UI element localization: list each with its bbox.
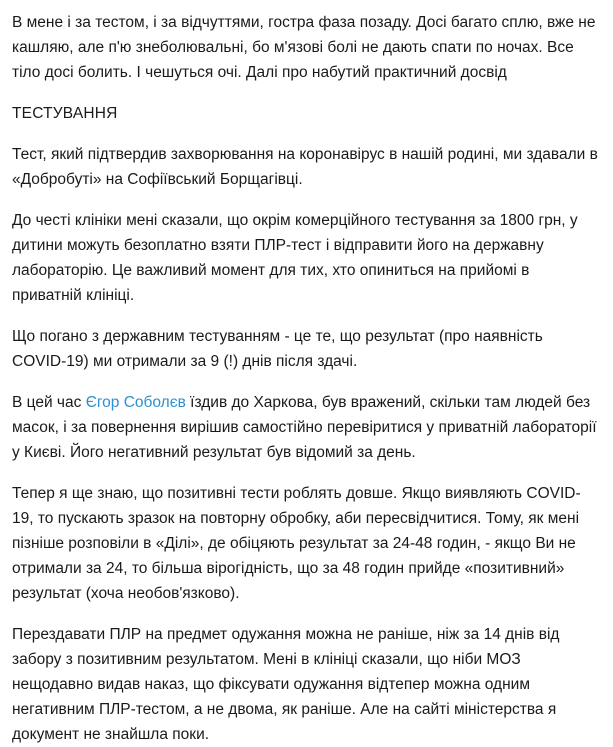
paragraph-state-testing: Що погано з державним тестуванням - це те, що результат (про наявність COVID-19) ми отримали за 9 (!) днів після здачі. [12, 328, 543, 370]
paragraph-retest: Перездавати ПЛР на предмет одужання можна не раніше, ніж за 14 днів від забору з позитивним результатом. Мені в клініці сказали, що ніби МОЗ нещодавно видав наказ, що фіксувати одужання відтепер можна одним негативним ПЛР-тестом, а не двома, як раніше. Але на сайті міністерства я документ не знайшла поки. [12, 626, 560, 743]
paragraph-intro: В мене і за тестом, і за відчуттями, гостра фаза позаду. Досі багато сплю, вже не кашляю, але п'ю знеболювальні, бо м'язові болі не дають спати по ночах. Все тіло досі болить. І чешуться очі. Далі про набутий практичний досвід [12, 14, 596, 81]
section-heading-testing: ТЕСТУВАННЯ [12, 105, 118, 122]
paragraph-clinic: Тест, який підтвердив захворювання на коронавірус в нашій родині, ми здавали в «Добробуті» на Софіївський Борщагівці. [12, 146, 598, 188]
paragraph-kharkiv-prefix: В цей час [12, 394, 86, 411]
paragraph-kharkiv [12, 390, 601, 465]
paragraph-positive-tests: Тепер я ще знаю, що позитивні тести роблять довше. Якщо виявляють COVID-19, то пускають зразок на повторну обробку, аби пересвідчитися. Тому, як мені пізніше розповіли в «Ділі», де обіцяють результат за 24-48 годин, - якщо Ви не отримали за 24, то більша вірогідність, що за 48 годин прийде «позитивний» результат (хоча необов'язково). [12, 485, 581, 602]
link-egor-sobolev[interactable]: Єгор Соболєв [85, 394, 186, 411]
paragraph-price: До честі клініки мені сказали, що окрім комерційного тестування за 1800 грн, у дитини можуть безоплатно взяти ПЛР-тест і відправити його на державну лабораторію. Це важливий момент для тих, хто опиниться на прийомі в приватній клініці. [12, 212, 578, 304]
paragraph-kharkiv-suffix: їздив до Харкова, був вражений, скільки там людей без масок, і за повернення вирішив самостійно перевіритися у приватній лабораторії у Києві. Його негативний результат був відомий за день. [12, 394, 597, 461]
